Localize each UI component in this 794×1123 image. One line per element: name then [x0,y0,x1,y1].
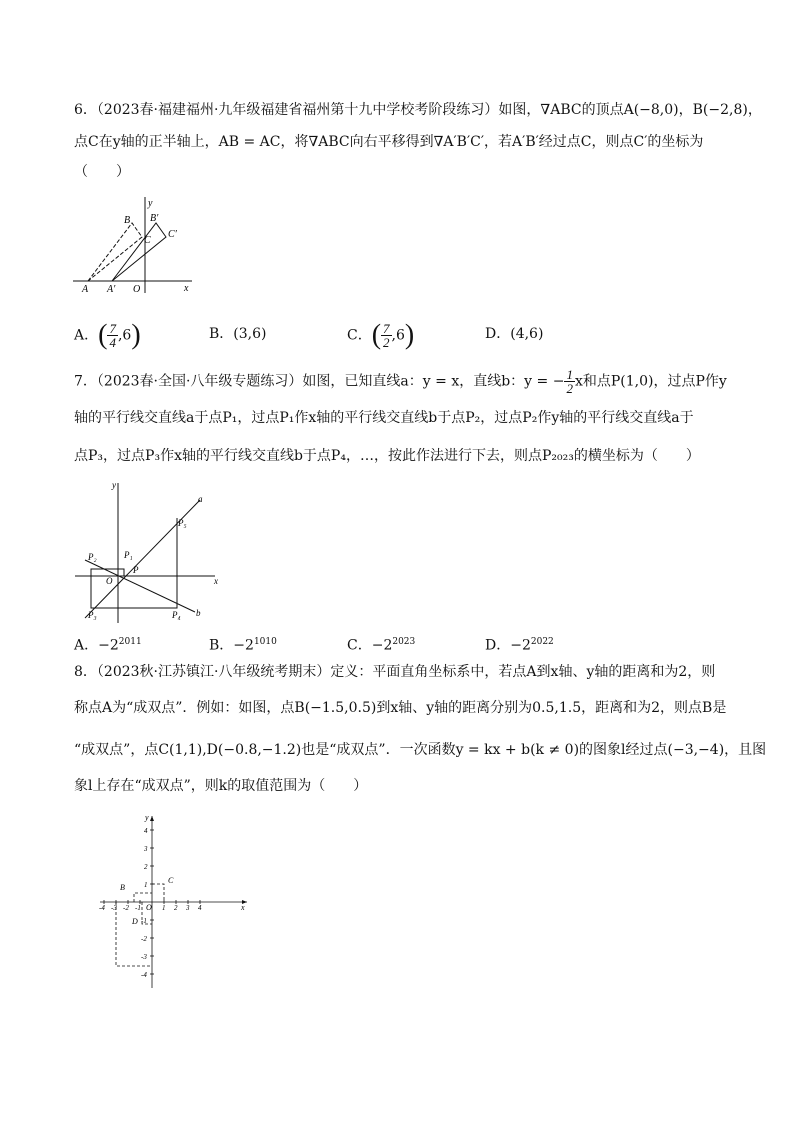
ytick: 1 [144,881,148,889]
q6-option-D[interactable]: D．(4,6) [485,326,544,342]
label-x: x [241,903,245,912]
xtick: 4 [198,904,202,912]
label-A-prime: A′ [107,284,116,295]
xtick: -1 [135,904,141,912]
q6-line-3: （ ） [74,164,130,180]
ytick: 2 [144,863,148,871]
xtick: -3 [111,904,117,912]
label-P3: P₃ [88,610,97,620]
q7-figure [70,478,220,626]
label-A: A [82,284,89,295]
q8-figure [95,810,255,990]
label-y: y [112,480,116,490]
q6-option-B[interactable]: B．(3,6) [209,326,267,342]
ytick: -3 [141,953,147,961]
q7-line-1: 7．（2023春·全国·八年级专题练习）如图，已知直线a：y = x，直线b：y = − $\frac{1}{2}$ x和点P(1,0)，过点P作y [74,367,727,396]
label-O: O [133,284,141,295]
label-a: a [198,494,203,504]
label-y: y [145,813,149,822]
ytick: -1 [141,917,147,925]
label-B: B [120,883,125,892]
q7-option-A[interactable]: A．$-2^{2011}$ [74,637,142,654]
label-x: x [184,283,189,294]
q6-option-A[interactable]: A．( $\frac{7}{4}$ ,6) [74,319,141,351]
label-C-prime: C′ [168,229,177,240]
q6-line-1: 6．（2023春·福建福州·九年级福建省福州第十九中学校考阶段练习）如图，∇ABC的顶点A(−8,0)，B(−2,8)， [74,102,762,118]
q7-line-2: 轴的平行线交直线a于点P₁，过点P₁作x轴的平行线交直线b于点P₂，过点P₂作y轴的平行线交直线a于 [74,410,694,426]
label-P5: P₅ [178,518,187,528]
label-O: O [106,576,113,586]
label-O: O [146,903,152,912]
q6-line-2: 点C在y轴的正半轴上，AB = AC，将∇ABC向右平移得到∇A′B′C′，若A′B′经过点C，则点C′的坐标为 [74,134,704,150]
label-y: y [148,198,153,209]
q8-line-4: 象l上存在“成双点”，则k的取值范围为（ ） [74,778,368,794]
xtick: -4 [99,904,105,912]
label-D: D [132,917,138,926]
label-P2: P₂ [88,552,97,562]
q8-line-3: “成双点”，点C(1,1),D(−0.8,−1.2)也是“成双点”．一次函数y = kx + b(k ≠ 0)的图象l经过点(−3,−4)，且图 [74,742,767,758]
xtick: -2 [123,904,129,912]
q7-option-C[interactable]: C．$-2^{2023}$ [347,637,416,654]
xtick: 2 [174,904,178,912]
xtick: 3 [186,904,190,912]
label-P: P [133,565,139,575]
label-x: x [214,576,218,586]
ytick: -2 [141,935,147,943]
label-P4: P₄ [172,610,181,620]
label-B: B [124,215,131,226]
q8-line-2: 称点A为“成双点”．例如：如图，点B(−1.5,0.5)到x轴、y轴的距离分别为0.5,1.5，距离和为2，则点B是 [74,700,727,716]
q6-option-C[interactable]: C．( $\frac{7}{2}$ ,6) [347,319,415,351]
label-P1: P₁ [124,550,133,560]
ytick: 4 [144,827,148,835]
label-C: C [168,876,174,885]
ytick: -4 [141,971,147,979]
ytick: 3 [144,845,148,853]
label-C: C [144,235,151,246]
q7-option-D[interactable]: D．$-2^{2022}$ [485,637,554,654]
q6-figure [70,195,200,295]
label-b: b [196,608,201,618]
xtick: 1 [162,904,166,912]
q7-line-3: 点P₃，过点P₃作x轴的平行线交直线b于点P₄，…，按此作法进行下去，则点P₂₀₂₃的横坐标为（ ） [74,448,700,464]
label-B-prime: B′ [150,213,159,224]
q8-line-1: 8．（2023秋·江苏镇江·八年级统考期末）定义：平面直角坐标系中，若点A到x轴、y轴的距离和为2，则 [74,664,716,680]
q7-option-B[interactable]: B．$-2^{1010}$ [209,637,277,654]
